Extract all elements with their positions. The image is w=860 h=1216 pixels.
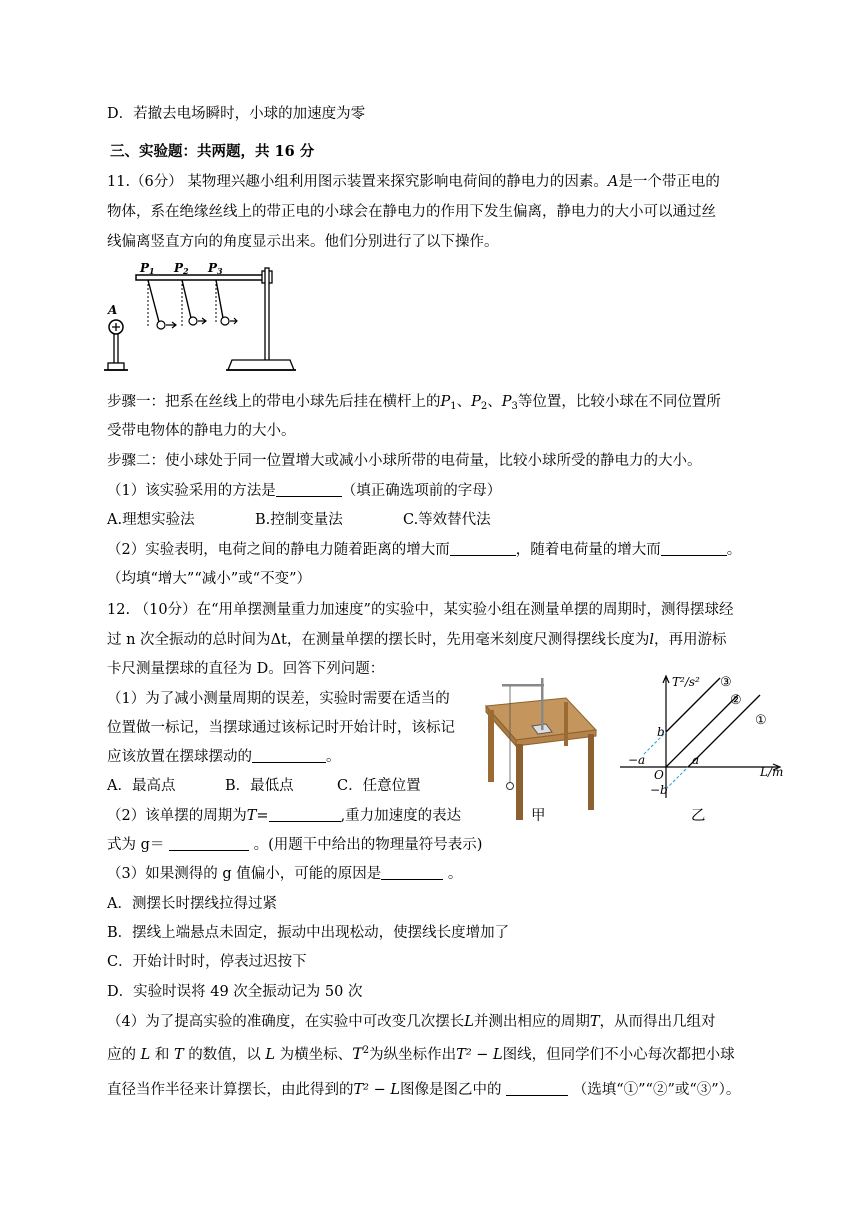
stand-rod bbox=[265, 268, 269, 368]
q12-option-a: A．最高点 bbox=[107, 778, 176, 794]
a-label: a bbox=[692, 753, 700, 767]
answer-blank[interactable] bbox=[661, 541, 727, 556]
q11-part2-line1: （2）实验表明，电荷之间的静电力随着距离的增大而 ，随着电荷量的增大而 。 bbox=[107, 542, 742, 558]
label-p2: P2 bbox=[174, 261, 189, 276]
q12-number: 12. bbox=[107, 602, 131, 618]
q11-stem-line1: 11.（6分） 某物理兴趣小组利用图示装置来探究影响电荷间的静电力的因素。A是一个带正电的 bbox=[107, 174, 720, 190]
curve-1-label: ① bbox=[755, 713, 767, 728]
q12-part1-line3: 应该放置在摆球摆动的 。 bbox=[107, 749, 341, 765]
q12-stem-line1: 12. （10分）在“用单摆测量重力加速度”的实验中，某实验小组在测量单摆的周期时，测得摆球经 bbox=[107, 602, 734, 618]
q12-part4-line3: 直径当作半径来计算摆长，由此得到的T² − L图像是图乙中的 （选填“①”“②”或“③”）。 bbox=[107, 1082, 741, 1098]
q12-part3-option-a: A．测摆长时摆线拉得过紧 bbox=[107, 896, 277, 912]
q11-apparatus-figure bbox=[104, 260, 300, 382]
neg-b-label: −b bbox=[650, 783, 668, 797]
q12-part3-option-b: B．摆线上端悬点未固定，振动中出现松动，使摆线长度增加了 bbox=[107, 925, 510, 941]
label-a: A bbox=[108, 303, 118, 317]
q12-part3-option-d: D．实验时误将 49 次全振动记为 50 次 bbox=[107, 984, 363, 1000]
q11-part2-line2: （均填“增大”“减小”或“不变”） bbox=[107, 571, 311, 587]
q12-part4-line1: （4）为了提高实验的准确度，在实验中可改变几次摆长L并测出相应的周期T，从而得出几组对 bbox=[107, 1014, 716, 1030]
q12-part2-line2: 式为 g＝ 。(用题干中给出的物理量符号表示) bbox=[107, 837, 483, 853]
label-yi: 乙 bbox=[691, 808, 706, 824]
b-label: b bbox=[657, 725, 665, 739]
q12-figure-yi-graph bbox=[620, 672, 790, 802]
q11-step2: 步骤二：使小球处于同一位置增大或减小小球所带的电荷量，比较小球所受的静电力的大小。 bbox=[107, 453, 702, 469]
q12-part1-line1: （1）为了减小测量周期的误差，实验时需要在适当的 bbox=[107, 691, 450, 707]
y-axis-label: T²/s² bbox=[672, 675, 700, 689]
x-axis-label: L/m bbox=[760, 765, 784, 779]
q11-score: （6分） bbox=[130, 174, 183, 190]
q11-step1-line1: 步骤一：把系在丝线上的带电小球先后挂在横杆上的$P_1$、$P_2$、$P_3$等位置，比较小球在不同位置所 bbox=[107, 394, 721, 412]
answer-blank[interactable] bbox=[506, 1081, 568, 1096]
curve-2-label: ② bbox=[730, 693, 742, 708]
q12-part3-option-c: C．开始计时时，停表过迟按下 bbox=[107, 954, 307, 970]
q12-stem-line2: 过 n 次全振动的总时间为Δt，在测量单摆的摆长时，先用毫米刻度尺测得摆线长度为l，再用游标 bbox=[107, 632, 727, 648]
q12-part4-line2: 应的 L 和 T 的数值，以 L 为横坐标、$T^2$为纵坐标作出T² − L图线，但同学们不小心每次都把小球 bbox=[107, 1044, 735, 1063]
neg-a-label: −a bbox=[628, 753, 646, 767]
label-p1: P1 bbox=[140, 261, 155, 276]
q10-option-d: D．若撤去电场瞬时，小球的加速度为零 bbox=[107, 106, 366, 122]
q12-part2-line1: （2）该单摆的周期为T= ,重力加速度的表达 bbox=[107, 808, 462, 824]
origin-label: O bbox=[654, 768, 664, 782]
ball-3 bbox=[221, 317, 229, 325]
label-p3: P3 bbox=[208, 261, 223, 276]
q11-option-b: B.控制变量法 bbox=[255, 512, 343, 528]
q11-options bbox=[107, 510, 491, 530]
q11-option-c: C.等效替代法 bbox=[403, 512, 491, 528]
label-jia: 甲 bbox=[531, 808, 546, 824]
q11-stem-line2: 物体，系在绝缘丝线上的带正电的小球会在静电力的作用下发生偏离，静电力的大小可以通过丝 bbox=[107, 204, 716, 220]
section-heading: 三、实验题：共两题，共 16 分 bbox=[110, 143, 315, 160]
q12-part1-options bbox=[107, 776, 421, 796]
q11-step1-line2: 受带电物体的静电力的大小。 bbox=[107, 423, 296, 439]
q12-option-c: C．任意位置 bbox=[337, 778, 421, 794]
q12-part1-line2: 位置做一标记，当摆球通过该标记时开始计时，该标记 bbox=[107, 720, 455, 736]
stand-base bbox=[228, 360, 294, 370]
answer-blank[interactable] bbox=[252, 748, 326, 763]
q12-figure-jia bbox=[480, 676, 600, 826]
q11-option-a: A.理想实验法 bbox=[107, 512, 195, 528]
q12-stem-line3: 卡尺测量摆球的直径为 D。回答下列问题： bbox=[107, 661, 385, 677]
answer-blank[interactable] bbox=[169, 836, 249, 851]
answer-blank[interactable] bbox=[381, 865, 443, 880]
crossbar bbox=[136, 275, 270, 280]
q12-option-b: B．最低点 bbox=[225, 778, 294, 794]
answer-blank[interactable] bbox=[269, 807, 341, 822]
ball-1 bbox=[157, 321, 165, 329]
q12-part3: （3）如果测得的 g 值偏小，可能的原因是 。 bbox=[107, 866, 463, 882]
curve-3-label: ③ bbox=[720, 675, 732, 690]
q11-part1: （1）该实验采用的方法是 （填正确选项前的字母） bbox=[107, 483, 502, 499]
q11-number: 11. bbox=[107, 174, 131, 190]
ball-2 bbox=[189, 317, 197, 325]
answer-blank[interactable] bbox=[450, 541, 516, 556]
line-2 bbox=[666, 695, 738, 767]
q11-stem-line3: 线偏离竖直方向的角度显示出来。他们分别进行了以下操作。 bbox=[107, 234, 499, 250]
answer-blank[interactable] bbox=[276, 482, 342, 497]
